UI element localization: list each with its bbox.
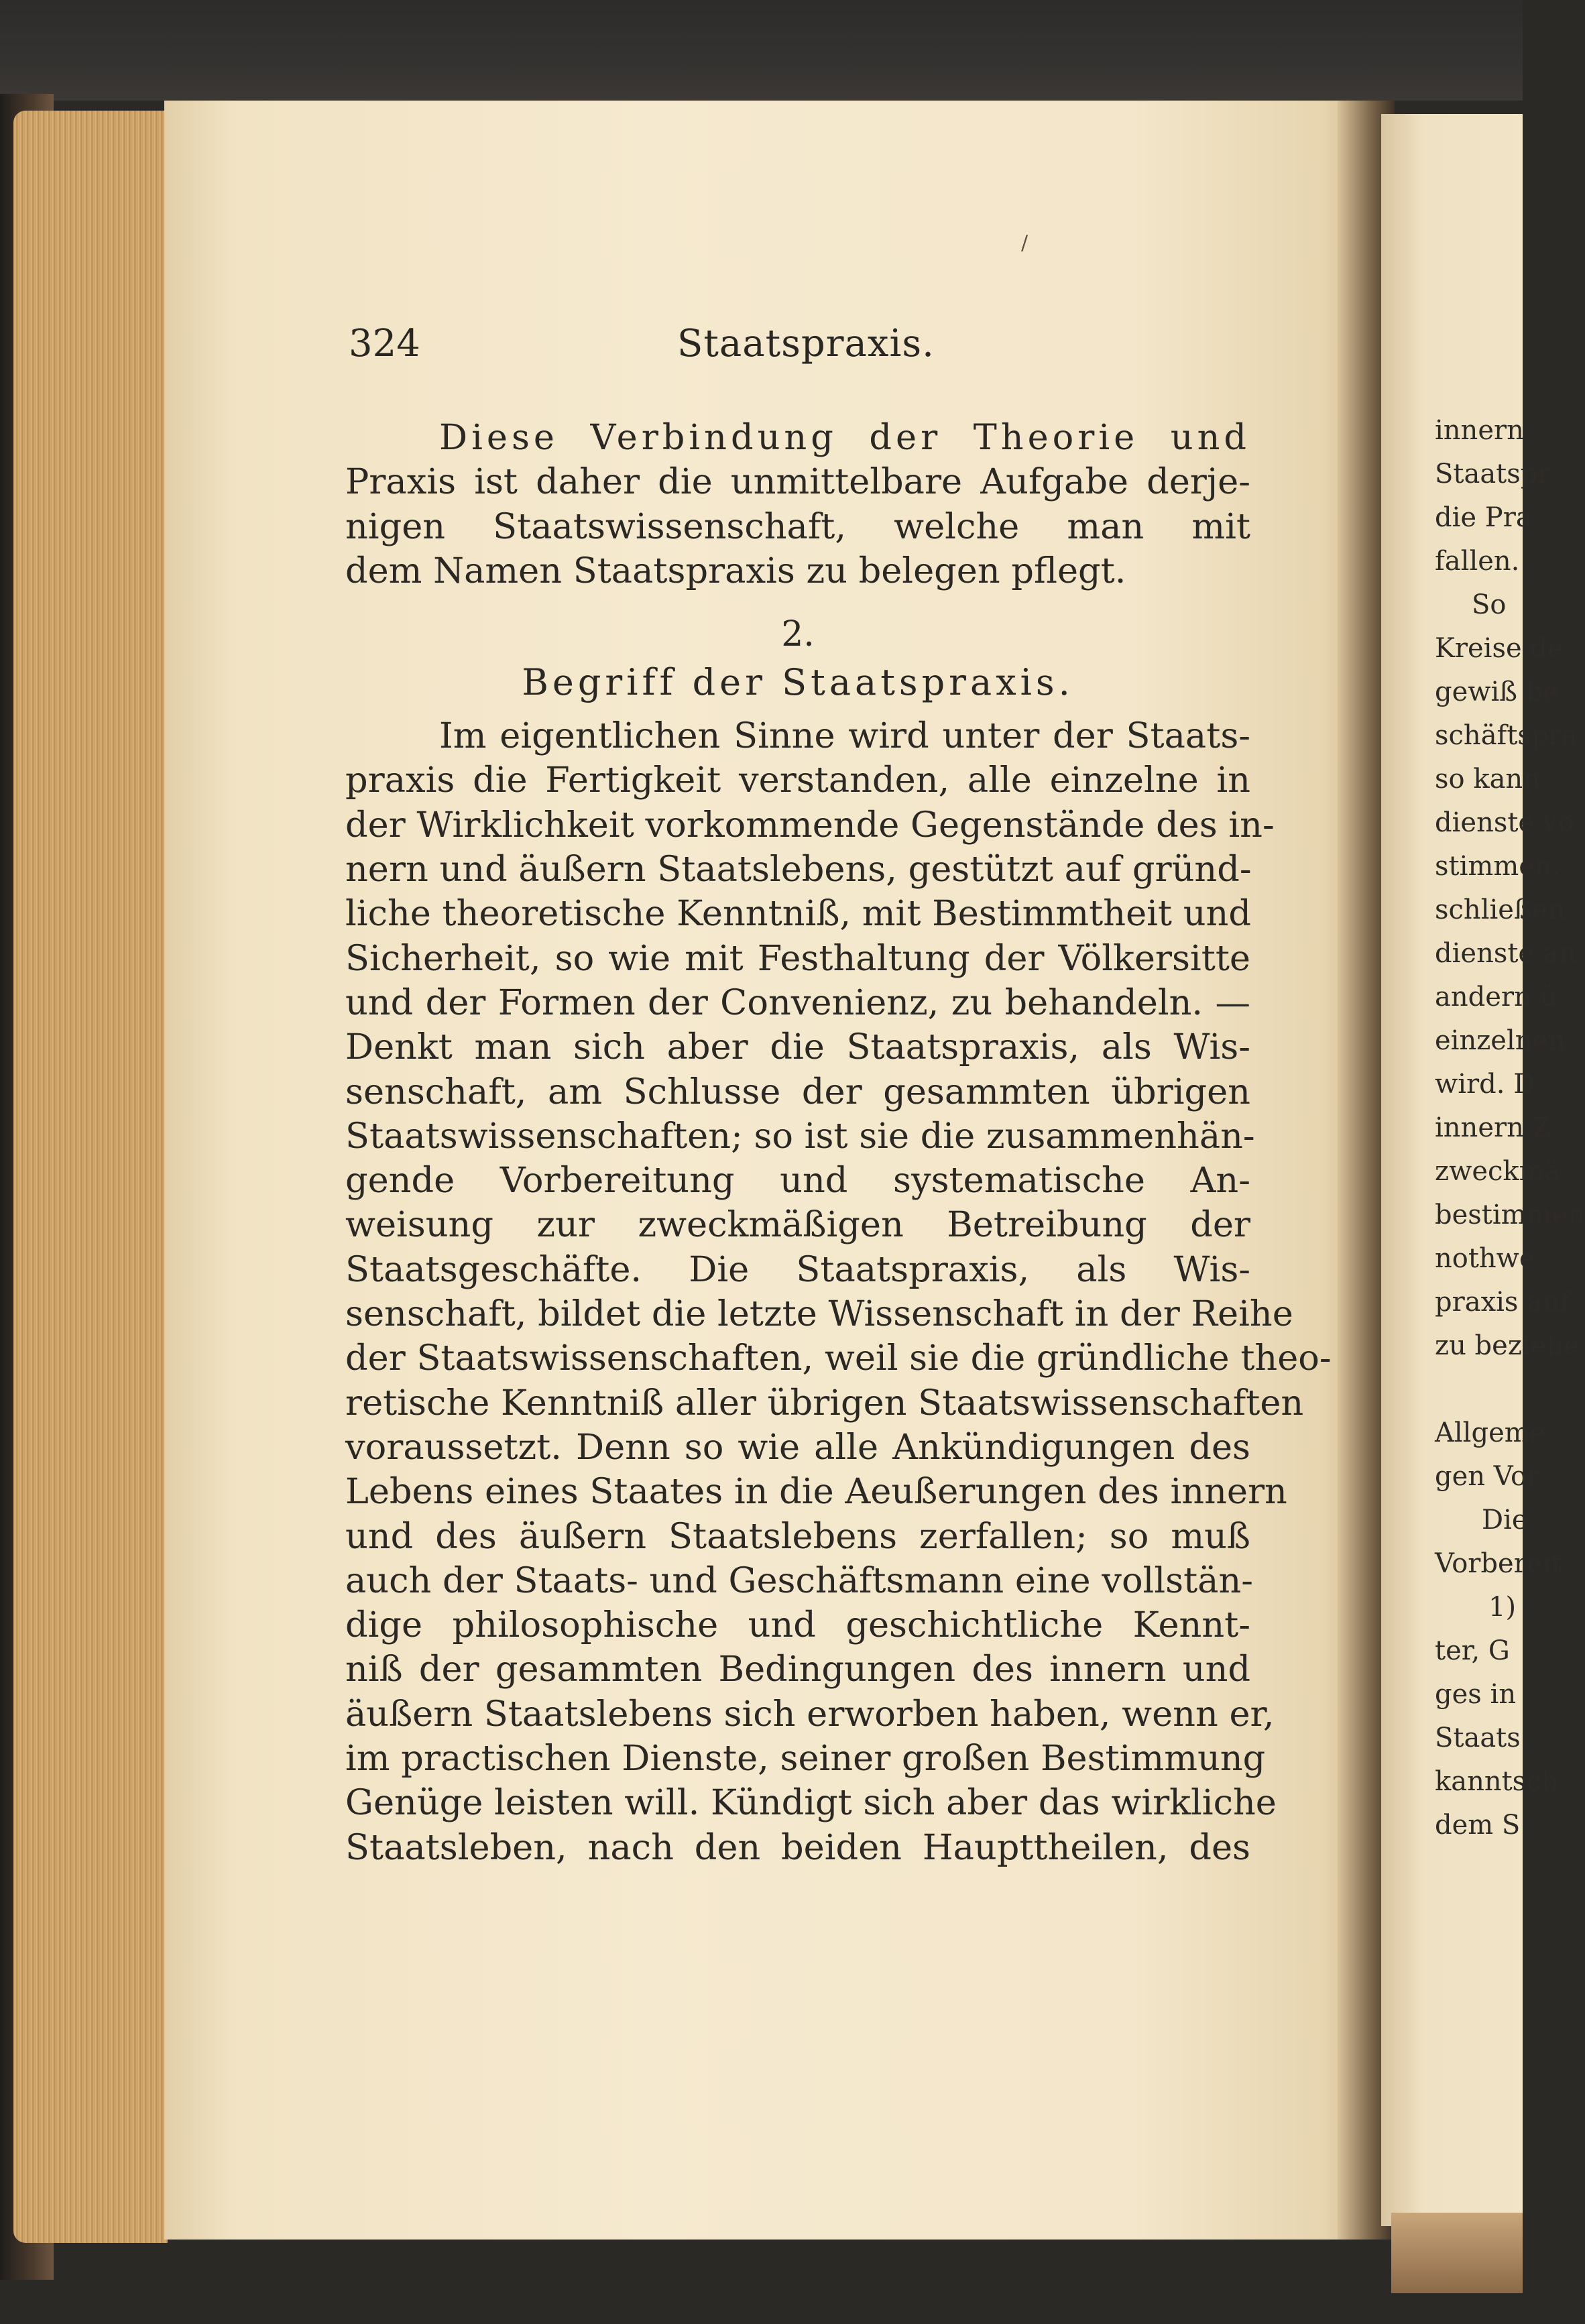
right-page-line: Kreise de <box>1435 633 1564 664</box>
paragraph2-line: liche theoretische Kenntniß, mit Bestimmtheit und <box>345 893 1251 935</box>
right-page-line: 1) <box>1488 1592 1517 1623</box>
right-page-line: innern Z <box>1435 1112 1551 1143</box>
right-page-line: bestimmen <box>1435 1200 1585 1230</box>
right-page-line: schließen <box>1435 894 1566 925</box>
right-page-line: zweckmä <box>1435 1156 1561 1187</box>
right-page-text <box>1435 409 1585 1847</box>
page-number: 324 <box>349 322 420 365</box>
right-page-line: dem S <box>1435 1810 1521 1841</box>
section-title: Begriff der Staatspraxis. <box>522 661 1074 704</box>
right-page-line: praxis auf <box>1435 1287 1570 1318</box>
main-text <box>345 416 1332 1870</box>
paragraph2-line: niß der gesammten Bedingungen des innern und <box>345 1649 1250 1690</box>
paragraph2-line: retische Kenntniß aller übrigen Staatswissenschaften <box>345 1382 1304 1424</box>
paragraph2-line: dige philosophische und geschichtliche Kennt- <box>345 1605 1250 1646</box>
running-head: Staatspraxis. <box>677 322 935 365</box>
page-header <box>349 322 1247 375</box>
paragraph2-line: Genüge leisten will. Kündigt sich aber das wirkliche <box>345 1782 1277 1824</box>
right-page-line: so kann <box>1435 764 1540 795</box>
ink-mark: / <box>1021 231 1029 255</box>
right-page-line: gewiß be <box>1435 677 1560 707</box>
right-page-line: innern <box>1435 415 1524 446</box>
paragraph1-line: dem Namen Staatspraxis zu belegen pflegt. <box>345 550 1126 591</box>
paragraph2-line: Im eigentlichen Sinne wird unter der Staats- <box>439 715 1250 757</box>
right-page-line: So <box>1472 589 1507 620</box>
right-page-line: ter, G <box>1435 1635 1510 1666</box>
paragraph2-line: Denkt man sich aber die Staatspraxis, als Wis- <box>345 1027 1250 1068</box>
right-page-line: ges in <box>1435 1679 1517 1710</box>
paragraph2-line: Staatsleben, nach den beiden Haupttheilen, des <box>345 1826 1250 1868</box>
paragraph2-line: gende Vorbereitung und systematische An- <box>345 1160 1250 1202</box>
paragraph2-line: senschaft, bildet die letzte Wissenschaft in der Reihe <box>345 1293 1293 1335</box>
paragraph2-line: äußern Staatslebens sich erworben haben, wenn er, <box>345 1693 1275 1735</box>
right-page-line: Allgeme <box>1435 1417 1546 1448</box>
right-page-line: stimmen, <box>1435 851 1561 882</box>
paragraph2-line: senschaft, am Schlusse der gesammten übrigen <box>345 1071 1250 1112</box>
paragraph2-line: weisung zur zweckmäßigen Betreibung der <box>345 1204 1250 1246</box>
right-page-line: schäftspra <box>1435 720 1578 751</box>
right-page-line: Vorbereit <box>1435 1548 1562 1579</box>
right-page-line: gen Vor <box>1435 1461 1540 1492</box>
right-page-line: fallen. <box>1435 546 1520 577</box>
right-page-line: dienste vo <box>1435 807 1574 838</box>
background-top <box>0 0 1523 101</box>
right-page-line: Die <box>1482 1505 1528 1535</box>
paragraph2-line: voraussetzt. Denn so wie alle Ankündigungen des <box>345 1426 1250 1468</box>
paragraph2-line: der Staatswissenschaften, weil sie die gründliche theo- <box>345 1338 1332 1379</box>
paragraph2-line: praxis die Fertigkeit verstanden, alle einzelne in <box>345 760 1250 801</box>
paragraph1-line: nigen Staatswissenschaft, welche man mit <box>345 506 1250 547</box>
right-page-edge <box>1391 2213 1523 2293</box>
paragraph2-line: nern und äußern Staatslebens, gestützt auf gründ- <box>345 849 1252 890</box>
right-page-line: Staatspr <box>1435 459 1551 489</box>
paragraph2-line: auch der Staats- und Geschäftsmann eine vollstän- <box>345 1560 1254 1601</box>
paragraph2-line: und der Formen der Convenienz, zu behandeln. — <box>345 982 1250 1023</box>
page-block-edge <box>13 111 168 2243</box>
paragraph2-line: Staatsgeschäfte. Die Staatspraxis, als Wis- <box>345 1248 1250 1290</box>
right-page-line: dienste an <box>1435 938 1576 969</box>
right-page-line: die Pra <box>1435 502 1532 533</box>
paragraph2-line: Lebens eines Staates in die Aeußerungen des innern <box>345 1471 1287 1513</box>
paragraph2-line: der Wirklichkeit vorkommende Gegenstände des in- <box>345 804 1275 846</box>
right-page-line: kanntsch <box>1435 1766 1559 1797</box>
paragraph2-line: im practischen Dienste, seiner großen Bestimmung <box>345 1738 1266 1780</box>
right-page-line: zu beziehe <box>1435 1330 1580 1361</box>
right-page-line: Staats <box>1435 1723 1521 1753</box>
paragraph2-line: und des äußern Staatslebens zerfallen; so muß <box>345 1515 1250 1557</box>
paragraph1-line: Diese Verbindung der Theorie und <box>439 417 1250 458</box>
right-page-line: nothwe <box>1435 1243 1535 1274</box>
paragraph2-line: Staatswissenschaften; so ist sie die zusammenhän- <box>345 1115 1255 1157</box>
paragraph1-line: Praxis ist daher die unmittelbare Aufgabe derje- <box>345 461 1250 503</box>
right-page-line: andern ü <box>1435 982 1558 1012</box>
section-number: 2. <box>781 614 815 655</box>
right-page-line: wird. D <box>1435 1069 1535 1100</box>
right-page-line <box>1435 1368 1529 1411</box>
right-page-line: einzelnen <box>1435 1025 1566 1056</box>
paragraph2-line: Sicherheit, so wie mit Festhaltung der Völkersitte <box>345 937 1250 979</box>
